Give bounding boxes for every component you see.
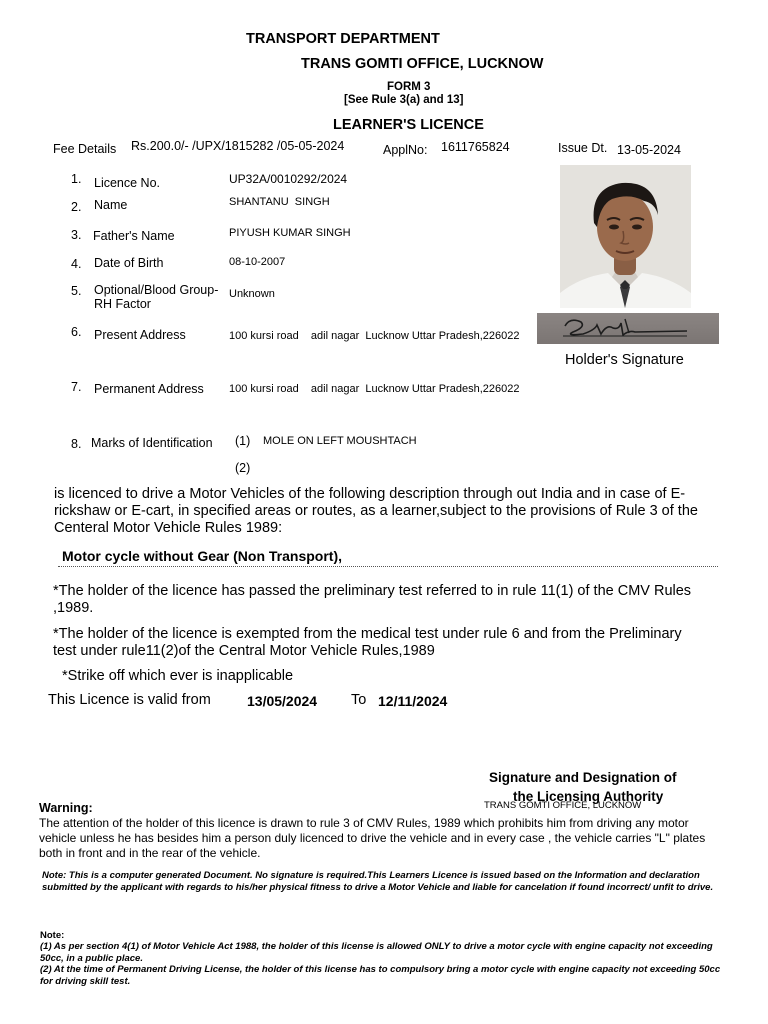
- licence-title: LEARNER'S LICENCE: [333, 117, 484, 133]
- note-2: (2) At the time of Permanent Driving License, the holder of this license has to compulsory bring a motor cycle with engine capacity not exceeding 50cc for driving skill test.: [40, 964, 721, 987]
- warning-label: Warning:: [39, 801, 93, 815]
- authority-title-line1: Signature and Designation of: [489, 770, 677, 785]
- form-rule: [See Rule 3(a) and 13]: [344, 94, 464, 106]
- valid-to-label: To: [351, 692, 367, 708]
- rh-factor-label: RH Factor: [94, 297, 151, 311]
- field-number: 1.: [71, 172, 82, 186]
- office-title: TRANS GOMTI OFFICE, LUCKNOW: [301, 56, 544, 72]
- holder-signature-image: [537, 313, 719, 344]
- field-number: 5.: [71, 284, 82, 298]
- field-number: 7.: [71, 380, 82, 394]
- field-number: 3.: [71, 228, 82, 242]
- valid-from-date: 13/05/2024: [247, 693, 318, 709]
- preliminary-test-text: *The holder of the licence has passed the preliminary test referred to in rule 11(1) of the CMV Rules ,1989.: [53, 583, 692, 616]
- present-address-label: Present Address: [94, 328, 186, 342]
- field-number: 2.: [71, 200, 82, 214]
- fee-details-label: Fee Details: [53, 142, 117, 156]
- valid-from-label: This Licence is valid from: [48, 692, 211, 708]
- appl-no-value: 1611765824: [441, 140, 510, 154]
- mark-1-value: MOLE ON LEFT MOUSHTACH: [263, 435, 417, 447]
- vehicle-class-divider: [58, 566, 718, 567]
- valid-to-date: 12/11/2024: [378, 693, 448, 709]
- mark-1-number: (1): [235, 434, 251, 448]
- dob-label: Date of Birth: [94, 256, 164, 270]
- note-1: (1) As per section 4(1) of Motor Vehicle Act 1988, the holder of this license is allowed ONLY to drive a motor cycle with engine capacity not exceeding 50cc, in a public place.: [40, 941, 713, 964]
- name-label: Name: [94, 198, 128, 212]
- marks-label: Marks of Identification: [91, 436, 213, 450]
- field-number: 8.: [71, 437, 82, 451]
- form-number: FORM 3: [387, 81, 431, 93]
- present-address-value: 100 kursi road adil nagar Lucknow Uttar Pradesh,226022: [229, 330, 520, 342]
- holder-photo: [560, 165, 691, 308]
- licence-no-value: UP32A/0010292/2024: [229, 172, 348, 186]
- issue-date-value: 13-05-2024: [617, 143, 681, 157]
- fathers-name-label: Father's Name: [93, 229, 175, 243]
- name-value: SHANTANU SINGH: [229, 196, 330, 208]
- permanent-address-label: Permanent Address: [94, 382, 204, 396]
- authority-office: TRANS GOMTI OFFICE, LUCKNOW: [484, 800, 642, 811]
- medical-exempt-text: *The holder of the licence is exempted from the medical test under rule 6 and from the Preliminary test under rule11(2)of the Central Motor Vehicle Rules,1989: [53, 626, 682, 659]
- permanent-address-value: 100 kursi road adil nagar Lucknow Uttar Pradesh,226022: [229, 383, 520, 395]
- mark-2-number: (2): [235, 461, 251, 475]
- holder-signature-label: Holder's Signature: [565, 352, 684, 368]
- fathers-name-value: PIYUSH KUMAR SINGH: [229, 227, 351, 239]
- notes-label: Note:: [40, 930, 65, 941]
- warning-text: The attention of the holder of this licence is drawn to rule 3 of CMV Rules, 1989 which prohibits him from driving any motor vehicle unless he has besides him a person duly licenced to drive the vehicle and in every case , the vehicle carries "L" plates both in front and in the rear of the vehicle.: [39, 816, 706, 860]
- issue-date-label: Issue Dt.: [558, 141, 608, 155]
- strike-off-text: *Strike off which ever is inapplicable: [62, 668, 294, 684]
- field-number: 6.: [71, 325, 82, 339]
- field-number: 4.: [71, 257, 82, 271]
- vehicle-class: Motor cycle without Gear (Non Transport),: [62, 548, 343, 564]
- blood-group-label: Optional/Blood Group-: [94, 283, 219, 297]
- fee-details-value: Rs.200.0/- /UPX/1815282 /05-05-2024: [131, 139, 345, 153]
- authority-title-line2: the Licensing Authority: [513, 789, 664, 804]
- appl-no-label: ApplNo:: [383, 143, 428, 157]
- licence-description: is licenced to drive a Motor Vehicles of the following description through out India and in case of E-rickshaw or E-cart, in specified areas or routes, as a learner,subject to the provisions of Rule 3 of the Centeral Motor Vehicle Rules 1989:: [54, 486, 698, 536]
- department-title: TRANSPORT DEPARTMENT: [246, 31, 440, 47]
- licence-no-label: Licence No.: [94, 176, 161, 190]
- dob-value: 08-10-2007: [229, 256, 286, 268]
- computer-generated-note: Note: This is a computer generated Document. No signature is required.This Learners Licence is issued based on the Information and declaration submitted by the applicant with regards to his/her physical fitness to drive a Motor Vehicle and liable for cancelation if found incorrect/ unfit to drive.: [42, 870, 714, 893]
- blood-group-value: Unknown: [229, 288, 275, 300]
